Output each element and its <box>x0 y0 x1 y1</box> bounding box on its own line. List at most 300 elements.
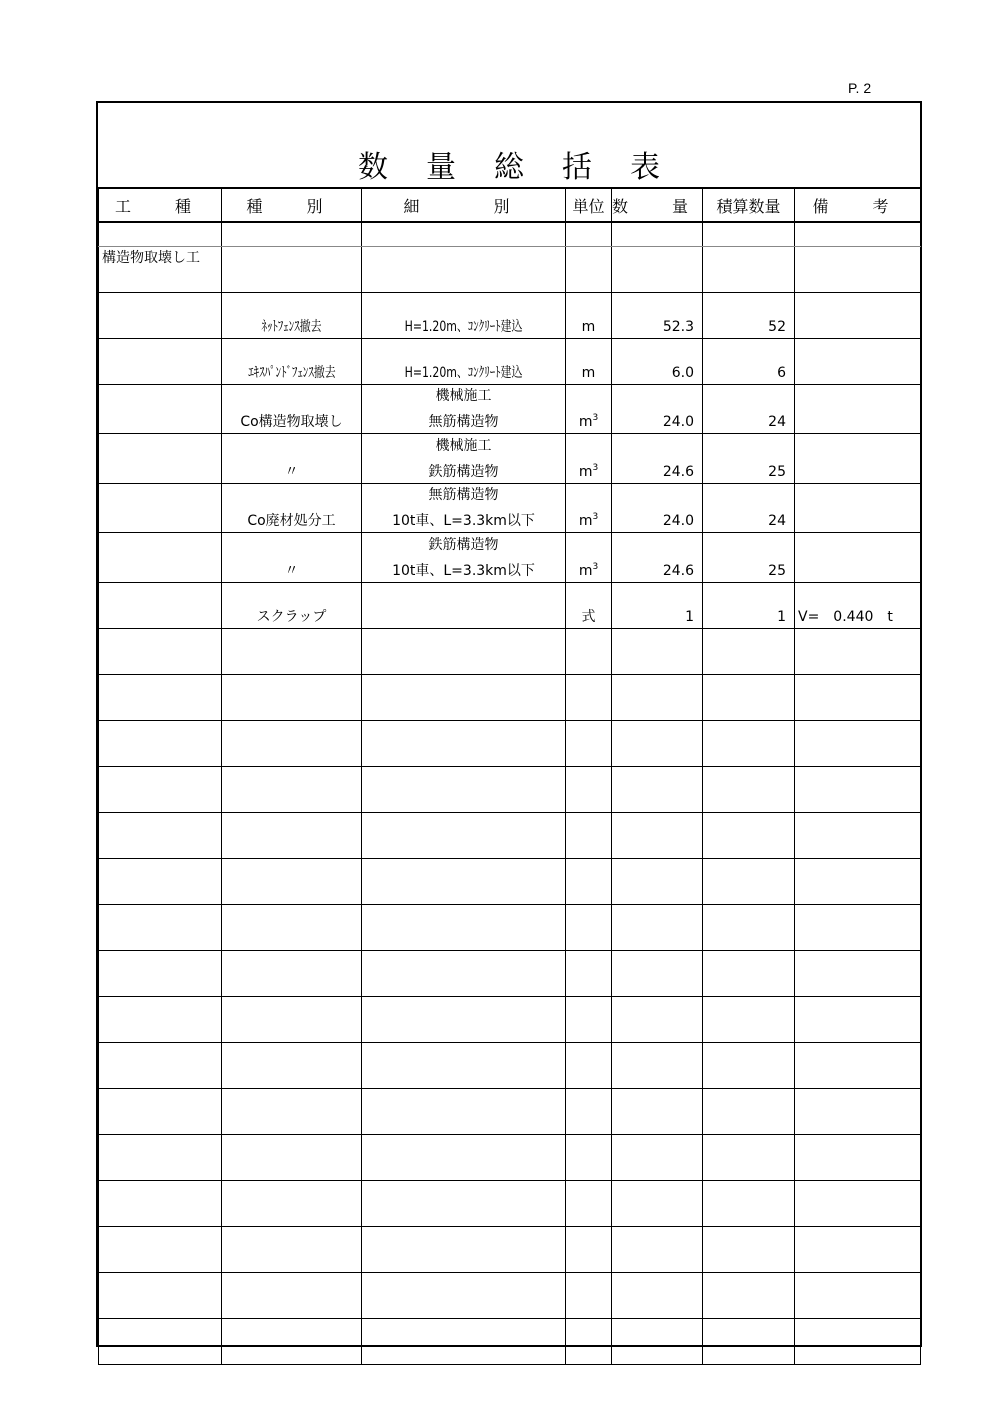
detail-cell <box>362 246 566 269</box>
work-type-cell <box>99 434 222 457</box>
table-row <box>99 1042 921 1065</box>
remarks-cell <box>795 269 921 292</box>
category-cell <box>222 1042 362 1065</box>
remarks-cell <box>795 651 921 674</box>
remarks-cell <box>795 246 921 269</box>
table-row <box>99 1134 921 1157</box>
table-row <box>99 1088 921 1111</box>
category-cell: Co廃材処分工 <box>222 506 362 533</box>
unit-cell <box>566 996 612 1019</box>
unit-exponent: 3 <box>592 462 599 473</box>
category-cell <box>222 1088 362 1111</box>
quantity-cell <box>612 766 703 789</box>
estimated-quantity-cell <box>703 292 795 315</box>
unit-exponent: 3 <box>592 413 599 423</box>
category-cell <box>222 315 362 338</box>
unit-cell <box>566 720 612 743</box>
category-cell: 〃 <box>222 556 362 583</box>
header-row <box>99 188 921 222</box>
detail-cell: 鉄筋構造物 <box>362 457 566 484</box>
unit-cell <box>566 582 612 605</box>
work-type-cell <box>99 1065 222 1088</box>
category-cell <box>222 858 362 881</box>
work-type-cell <box>99 315 222 338</box>
detail-cell <box>362 927 566 950</box>
unit-cell <box>566 1249 612 1272</box>
remarks-cell <box>795 1088 921 1111</box>
category-cell: スクラップ <box>222 605 362 628</box>
work-type-cell <box>99 1203 222 1226</box>
estimated-quantity-cell: 52 <box>703 315 795 338</box>
category-cell <box>222 812 362 835</box>
work-type-cell <box>99 605 222 628</box>
detail-cell <box>362 674 566 697</box>
category-cell <box>222 338 362 361</box>
estimated-quantity-cell <box>703 766 795 789</box>
detail-cell <box>362 315 566 338</box>
category-cell <box>222 1341 362 1364</box>
work-type-cell <box>99 1019 222 1042</box>
work-type-cell <box>99 533 222 556</box>
unit-cell <box>566 246 612 269</box>
quantity-summary-table <box>98 187 921 1365</box>
remarks-cell <box>795 697 921 720</box>
work-type-cell <box>99 582 222 605</box>
unit-cell <box>566 766 612 789</box>
detail-cell <box>362 950 566 973</box>
work-type-cell <box>99 1249 222 1272</box>
table-row <box>99 927 921 950</box>
remarks-cell <box>795 1341 921 1364</box>
remarks-cell <box>795 628 921 651</box>
category-cell <box>222 904 362 927</box>
category-cell <box>222 384 362 407</box>
estimated-quantity-cell <box>703 434 795 457</box>
estimated-quantity-cell <box>703 1272 795 1295</box>
category-cell <box>222 1203 362 1226</box>
quantity-cell <box>612 1341 703 1364</box>
work-type-cell <box>99 1042 222 1065</box>
quantity-cell <box>612 338 703 361</box>
unit-cell: $m^3$ <box>566 506 612 533</box>
work-type-cell <box>99 697 222 720</box>
work-type-cell <box>99 1226 222 1249</box>
remarks-cell <box>795 1249 921 1272</box>
remarks-cell <box>795 1318 921 1341</box>
estimated-quantity-cell <box>703 927 795 950</box>
category-cell <box>222 1180 362 1203</box>
table-row <box>99 720 921 743</box>
remarks-cell <box>795 743 921 766</box>
quantity-cell <box>612 1111 703 1134</box>
remarks-cell <box>795 996 921 1019</box>
quantity-cell <box>612 973 703 996</box>
estimated-quantity-cell <box>703 697 795 720</box>
unit-cell <box>566 858 612 881</box>
remarks-cell <box>795 483 921 506</box>
remarks-cell <box>795 1226 921 1249</box>
work-type-cell <box>99 789 222 812</box>
detail-cell: 10t車、L=3.3km以下 <box>362 506 566 533</box>
table-row <box>99 1272 921 1295</box>
unit-cell <box>566 651 612 674</box>
detail-cell <box>362 1065 566 1088</box>
quantity-cell <box>612 743 703 766</box>
remarks-cell <box>795 384 921 407</box>
table-row <box>99 812 921 835</box>
unit-cell <box>566 950 612 973</box>
category-cell <box>222 533 362 556</box>
estimated-quantity-cell <box>703 1203 795 1226</box>
estimated-quantity-cell <box>703 950 795 973</box>
table-row <box>99 407 921 434</box>
unit-exponent: 3 <box>592 561 599 572</box>
detail-cell: 機械施工 <box>362 384 566 407</box>
detail-cell <box>362 338 566 361</box>
category-cell <box>222 927 362 950</box>
estimated-quantity-cell <box>703 812 795 835</box>
category-cell <box>222 246 362 269</box>
quantity-cell <box>612 927 703 950</box>
work-type-cell <box>99 812 222 835</box>
unit-cell <box>566 483 612 506</box>
category-cell <box>222 697 362 720</box>
quantity-cell <box>612 1272 703 1295</box>
quantity-cell: 24.6 <box>612 457 703 484</box>
quantity-cell <box>612 1134 703 1157</box>
estimated-quantity-cell <box>703 582 795 605</box>
unit-cell: m <box>566 361 612 384</box>
halfwidth-text: ﾈｯﾄﾌｪﾝｽ撤去 <box>261 318 322 335</box>
detail-cell <box>362 1341 566 1364</box>
remarks-cell <box>795 1019 921 1042</box>
unit-cell <box>566 1157 612 1180</box>
unit-cell <box>566 904 612 927</box>
estimated-quantity-cell <box>703 246 795 269</box>
unit-cell: $m^3$ <box>566 556 612 583</box>
estimated-quantity-cell <box>703 1157 795 1180</box>
detail-cell <box>362 858 566 881</box>
detail-cell <box>362 361 566 384</box>
unit-cell <box>566 1065 612 1088</box>
category-cell <box>222 789 362 812</box>
work-type-cell <box>99 904 222 927</box>
work-type-cell <box>99 743 222 766</box>
work-type-cell <box>99 407 222 434</box>
work-type-cell <box>99 628 222 651</box>
table-row <box>99 743 921 766</box>
work-type-cell <box>99 269 222 292</box>
detail-cell <box>362 1134 566 1157</box>
detail-cell <box>362 1088 566 1111</box>
detail-cell <box>362 881 566 904</box>
quantity-cell <box>612 1318 703 1341</box>
detail-cell <box>362 973 566 996</box>
category-cell <box>222 674 362 697</box>
quantity-cell <box>612 950 703 973</box>
table-row <box>99 628 921 651</box>
detail-cell <box>362 628 566 651</box>
unit-cell <box>566 533 612 556</box>
unit-cell <box>566 1318 612 1341</box>
header-remarks: 備 考 <box>795 188 921 222</box>
detail-cell <box>362 292 566 315</box>
table-row <box>99 858 921 881</box>
quantity-cell <box>612 651 703 674</box>
category-cell <box>222 1157 362 1180</box>
detail-cell: 無筋構造物 <box>362 407 566 434</box>
unit-cell <box>566 1134 612 1157</box>
category-cell <box>222 996 362 1019</box>
detail-cell <box>362 766 566 789</box>
table-row <box>99 766 921 789</box>
work-type-cell <box>99 950 222 973</box>
unit-cell <box>566 1042 612 1065</box>
remarks-cell <box>795 361 921 384</box>
unit-cell <box>566 1019 612 1042</box>
estimated-quantity-cell: 6 <box>703 361 795 384</box>
remarks-cell <box>795 950 921 973</box>
estimated-quantity-cell <box>703 1226 795 1249</box>
detail-cell <box>362 651 566 674</box>
unit-cell <box>566 1088 612 1111</box>
work-type-cell <box>99 996 222 1019</box>
category-cell <box>222 720 362 743</box>
remarks-cell: V= 0.440 t <box>795 605 921 628</box>
work-type-cell <box>99 766 222 789</box>
estimated-quantity-cell <box>703 1295 795 1318</box>
category-cell <box>222 651 362 674</box>
work-type-cell <box>99 973 222 996</box>
detail-cell <box>362 1226 566 1249</box>
table-row <box>99 361 921 384</box>
remarks-cell <box>795 1134 921 1157</box>
estimated-quantity-cell <box>703 384 795 407</box>
category-cell <box>222 292 362 315</box>
unit-cell <box>566 1226 612 1249</box>
work-type-cell <box>99 1180 222 1203</box>
category-cell <box>222 766 362 789</box>
quantity-cell: 6.0 <box>612 361 703 384</box>
estimated-quantity-cell: 24 <box>703 407 795 434</box>
quantity-cell <box>612 434 703 457</box>
halfwidth-text: H=1.20m、ｺﾝｸﾘｰﾄ建込 <box>404 364 523 381</box>
category-cell <box>222 881 362 904</box>
quantity-cell: 52.3 <box>612 315 703 338</box>
detail-cell <box>362 996 566 1019</box>
detail-cell <box>362 904 566 927</box>
table-body <box>99 222 921 1364</box>
work-type-cell: 構造物取壊し工 <box>99 246 222 269</box>
work-type-cell <box>99 835 222 858</box>
quantity-cell: 24.0 <box>612 407 703 434</box>
table-row <box>99 1295 921 1318</box>
table-row <box>99 384 921 407</box>
detail-cell: 機械施工 <box>362 434 566 457</box>
unit-exponent: 3 <box>592 512 599 522</box>
work-type-cell <box>99 927 222 950</box>
category-cell <box>222 743 362 766</box>
work-type-cell <box>99 858 222 881</box>
estimated-quantity-cell <box>703 1111 795 1134</box>
category-cell <box>222 1065 362 1088</box>
estimated-quantity-cell: 24 <box>703 506 795 533</box>
detail-cell: 無筋構造物 <box>362 483 566 506</box>
unit-cell <box>566 338 612 361</box>
quantity-cell <box>612 674 703 697</box>
estimated-quantity-cell: 25 <box>703 556 795 583</box>
detail-cell <box>362 835 566 858</box>
quantity-cell <box>612 292 703 315</box>
work-type-cell <box>99 338 222 361</box>
detail-cell <box>362 743 566 766</box>
unit-cell <box>566 628 612 651</box>
unit-cell <box>566 434 612 457</box>
work-type-cell <box>99 1341 222 1364</box>
remarks-cell <box>795 858 921 881</box>
estimated-quantity-cell <box>703 651 795 674</box>
table-row <box>99 605 921 628</box>
unit-cell <box>566 1111 612 1134</box>
unit-cell <box>566 1272 612 1295</box>
category-cell <box>222 950 362 973</box>
remarks-cell <box>795 835 921 858</box>
estimated-quantity-cell <box>703 1180 795 1203</box>
quantity-cell <box>612 269 703 292</box>
detail-cell: 鉄筋構造物 <box>362 533 566 556</box>
unit-cell <box>566 1295 612 1318</box>
table-row <box>99 315 921 338</box>
detail-cell <box>362 1295 566 1318</box>
category-cell <box>222 1249 362 1272</box>
remarks-cell <box>795 315 921 338</box>
table-row <box>99 1111 921 1134</box>
table-row <box>99 582 921 605</box>
table-row <box>99 1249 921 1272</box>
quantity-cell <box>612 904 703 927</box>
header-detail: 細 別 <box>362 188 566 222</box>
table-row <box>99 835 921 858</box>
work-type-cell <box>99 556 222 583</box>
unit-cell <box>566 674 612 697</box>
detail-cell <box>362 1203 566 1226</box>
quantity-cell <box>612 384 703 407</box>
category-cell <box>222 434 362 457</box>
estimated-quantity-cell <box>703 674 795 697</box>
quantity-cell: 24.6 <box>612 556 703 583</box>
table-row <box>99 651 921 674</box>
estimated-quantity-cell <box>703 973 795 996</box>
work-type-cell <box>99 1272 222 1295</box>
estimated-quantity-cell <box>703 483 795 506</box>
unit-cell <box>566 1180 612 1203</box>
remarks-cell <box>795 904 921 927</box>
detail-cell <box>362 1111 566 1134</box>
remarks-cell <box>795 533 921 556</box>
quantity-cell <box>612 881 703 904</box>
header-unit: 単位 <box>566 188 612 222</box>
table-row <box>99 904 921 927</box>
quantity-cell <box>612 789 703 812</box>
estimated-quantity-cell <box>703 996 795 1019</box>
work-type-cell <box>99 361 222 384</box>
work-type-cell <box>99 292 222 315</box>
unit-cell <box>566 384 612 407</box>
unit-cell: m <box>566 315 612 338</box>
unit-cell <box>566 269 612 292</box>
quantity-cell: 24.0 <box>612 506 703 533</box>
remarks-cell <box>795 582 921 605</box>
remarks-cell <box>795 1203 921 1226</box>
quantity-cell <box>612 1065 703 1088</box>
work-type-cell <box>99 1295 222 1318</box>
quantity-cell <box>612 1249 703 1272</box>
remarks-cell <box>795 766 921 789</box>
estimated-quantity-cell <box>703 1019 795 1042</box>
table-row <box>99 246 921 269</box>
table-row <box>99 1180 921 1203</box>
remarks-cell <box>795 674 921 697</box>
quantity-cell <box>612 246 703 269</box>
detail-cell: 10t車、L=3.3km以下 <box>362 556 566 583</box>
header-quantity: 数 量 <box>612 188 703 222</box>
table-row <box>99 674 921 697</box>
quantity-cell <box>612 720 703 743</box>
work-type-cell <box>99 651 222 674</box>
work-type-cell <box>99 506 222 533</box>
category-cell <box>222 973 362 996</box>
quantity-cell <box>612 1295 703 1318</box>
detail-cell <box>362 697 566 720</box>
table-row <box>99 1318 921 1341</box>
unit-cell <box>566 1203 612 1226</box>
quantity-cell <box>612 1203 703 1226</box>
remarks-cell <box>795 1157 921 1180</box>
remarks-cell <box>795 973 921 996</box>
quantity-cell <box>612 812 703 835</box>
estimated-quantity-cell <box>703 1318 795 1341</box>
estimated-quantity-cell <box>703 789 795 812</box>
remarks-cell <box>795 1042 921 1065</box>
category-cell <box>222 1019 362 1042</box>
remarks-cell <box>795 556 921 583</box>
quantity-cell <box>612 1042 703 1065</box>
estimated-quantity-cell <box>703 1065 795 1088</box>
remarks-cell <box>795 881 921 904</box>
unit-cell <box>566 1341 612 1364</box>
table-row <box>99 434 921 457</box>
table-row <box>99 506 921 533</box>
unit-cell <box>566 835 612 858</box>
work-type-cell <box>99 384 222 407</box>
detail-cell <box>362 1249 566 1272</box>
halfwidth-text: ｴｷｽﾊﾟﾝﾄﾞﾌｪﾝｽ撤去 <box>247 364 336 381</box>
remarks-cell <box>795 1111 921 1134</box>
spacer-row <box>99 222 921 246</box>
estimated-quantity-cell <box>703 628 795 651</box>
detail-cell <box>362 582 566 605</box>
page-title: 数量総括表 <box>358 150 698 185</box>
table-row <box>99 697 921 720</box>
category-cell: Co構造物取壊し <box>222 407 362 434</box>
detail-cell <box>362 605 566 628</box>
category-cell <box>222 628 362 651</box>
estimated-quantity-cell <box>703 1088 795 1111</box>
unit-cell: $m^3$ <box>566 457 612 484</box>
remarks-cell <box>795 720 921 743</box>
quantity-cell: 1 <box>612 605 703 628</box>
remarks-cell <box>795 506 921 533</box>
